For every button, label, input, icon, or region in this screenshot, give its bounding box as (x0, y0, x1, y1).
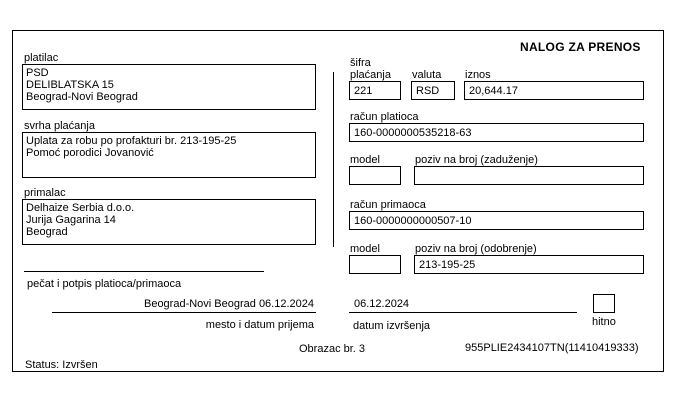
recipient-line: Jurija Gagarina 14 (26, 214, 116, 226)
urgent-checkbox[interactable] (593, 294, 615, 313)
payer-line: Beograd-Novi Beograd (26, 91, 138, 103)
currency-field[interactable]: RSD (411, 81, 455, 100)
payer-line: PSD (26, 67, 49, 79)
purpose-line: Pomoć porodici Jovanović (26, 147, 154, 159)
exec-date-label: datum izvršenja (353, 320, 431, 332)
recipient-line: Delhaize Serbia d.o.o. (26, 202, 135, 214)
recipient-account-field[interactable]: 160-0000000000507-10 (349, 211, 644, 230)
amount-field[interactable]: 20,644.17 (464, 81, 644, 100)
payer-label: platilac (24, 52, 59, 64)
recipient-box (22, 199, 316, 245)
form-title: NALOG ZA PRENOS (520, 40, 641, 54)
urgent-label: hitno (592, 316, 616, 328)
place-date-value: Beograd-Novi Beograd 06.12.2024 (143, 298, 314, 310)
payer-account-field[interactable]: 160-0000000535218-63 (349, 123, 644, 142)
place-date-label: mesto i datum prijema (205, 319, 314, 331)
purpose-label: svrha plaćanja (24, 120, 95, 132)
purpose-line: Uplata za robu po profakturi br. 213-195-25 (26, 135, 237, 147)
ref-credit-field[interactable]: 213-195-25 (414, 255, 644, 274)
recipient-label: primalac (24, 187, 66, 199)
exec-date-line (349, 312, 577, 313)
amount-label: iznos (465, 69, 491, 81)
place-date-line (52, 312, 316, 313)
ref-debit-label: poziv na broj (zaduženje) (415, 154, 538, 166)
column-divider (333, 72, 334, 247)
payer-account-label: račun platioca (350, 111, 419, 123)
payer-box (22, 64, 316, 110)
payment-code-label-2: plaćanja (350, 69, 391, 81)
stamp-signature-label: pečat i potpis platioca/primaoca (27, 278, 182, 290)
exec-date-value: 06.12.2024 (354, 298, 410, 310)
status-text: Status: Izvršen (25, 359, 98, 371)
payer-line: DELIBLATSKA 15 (26, 79, 114, 91)
payment-code-field[interactable]: 221 (349, 81, 401, 100)
currency-label: valuta (412, 69, 442, 81)
ref-credit-label: poziv na broj (odobrenje) (415, 243, 537, 255)
model-credit-field[interactable] (349, 255, 401, 274)
payment-code-label: šifra (350, 57, 371, 69)
model-credit-label: model (350, 243, 380, 255)
signature-line (24, 271, 264, 272)
recipient-line: Beograd (26, 226, 68, 238)
purpose-box (22, 132, 316, 178)
recipient-account-label: račun primaoca (350, 199, 426, 211)
form-number: Obrazac br. 3 (299, 343, 366, 355)
reference-code: 955PLIE2434107TN(11410419333) (465, 342, 639, 354)
ref-debit-field[interactable] (414, 166, 644, 185)
model-debit-field[interactable] (349, 166, 401, 185)
model-debit-label: model (350, 154, 380, 166)
